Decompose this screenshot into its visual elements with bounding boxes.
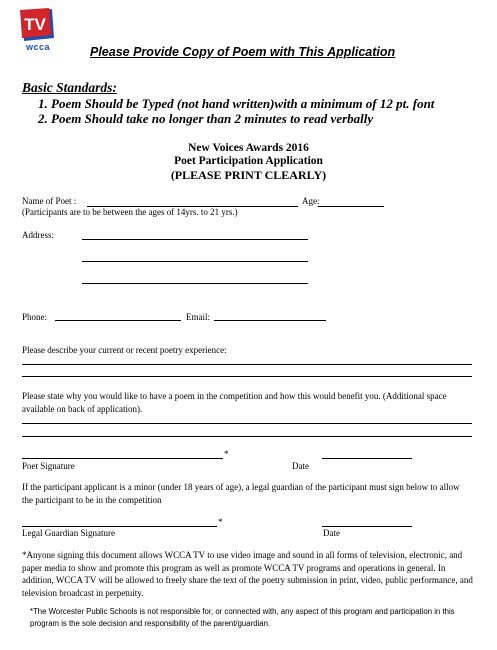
header-title: Please Provide Copy of Poem with This Application — [90, 45, 396, 59]
poet-signature-asterisk: * — [224, 449, 229, 459]
age-label: Age: — [302, 196, 320, 206]
poet-signature-field[interactable] — [22, 458, 223, 459]
address-label: Address: — [22, 230, 54, 240]
logo-graphic — [18, 8, 58, 52]
address-line-3[interactable] — [82, 283, 308, 284]
form-title-line-3: (PLEASE PRINT CLEARLY) — [170, 168, 327, 182]
poet-signature-label: Poet Signature — [22, 461, 75, 471]
age-field[interactable] — [318, 206, 384, 207]
name-label: Name of Poet : — [22, 196, 77, 206]
standard-item-2: 2. Poem Should take no longer than 2 minutes to read verbally — [38, 111, 374, 126]
why-line-1[interactable] — [22, 423, 472, 424]
minor-note: If the participant applicant is a minor (under 18 years of age), a legal guardian of the participant must sign below to allow the participant to be in the competition — [22, 482, 460, 505]
phone-field[interactable] — [55, 320, 181, 321]
email-label: Email: — [186, 312, 210, 322]
guardian-signature-label: Legal Guardian Signature — [22, 528, 115, 538]
email-field[interactable] — [214, 320, 326, 321]
standard-item-1: 1. Poem Should be Typed (not hand written)with a minimum of 12 pt. font — [38, 96, 435, 111]
form-title-line-1: New Voices Awards 2016 — [188, 142, 309, 154]
guardian-signature-asterisk: * — [218, 517, 223, 527]
logo-wcca-text: wcca — [25, 42, 51, 52]
poet-date-label: Date — [292, 461, 309, 471]
age-note: (Participants are to be between the ages of 14yrs. to 21 yrs.) — [22, 207, 238, 217]
guardian-signature-field[interactable] — [22, 526, 217, 527]
guardian-date-label: Date — [323, 528, 340, 538]
experience-question: Please describe your current or recent poetry experience: — [22, 345, 227, 355]
standards-heading: Basic Standards: — [22, 80, 117, 95]
wcca-tv-logo — [18, 8, 58, 52]
why-line-2[interactable] — [22, 436, 472, 437]
footer-note: *The Worcester Public Schools is not responsible for, or connected with, any aspect of this program and participation in this program is the sole decision and responsibility of the parent/guardian. — [30, 607, 455, 628]
form-title-line-2: Poet Participation Application — [174, 155, 323, 167]
phone-label: Phone: — [22, 312, 48, 322]
media-disclaimer: *Anyone signing this document allows WCCA TV to use video image and sound in all forms of television, electronic, and paper media to show and promote this program as well as promote WCCA TV programs and operations in general. In addition, WCCA TV will be allowed to freely share the text of the poetry submission in print, video, public performance, and television broadcast in perpetuity. — [22, 550, 473, 598]
why-question: Please state why you would like to have a poem in the competition and how this would benefit you. (Additional space available on back of application). — [22, 391, 447, 414]
experience-line-1[interactable] — [22, 364, 472, 365]
logo-tv-text: TV — [24, 15, 46, 34]
guardian-date-field[interactable] — [322, 526, 412, 527]
address-line-2[interactable] — [82, 261, 308, 262]
address-line-1[interactable] — [82, 239, 308, 240]
poet-date-field[interactable] — [322, 458, 412, 459]
experience-line-2[interactable] — [22, 376, 472, 377]
